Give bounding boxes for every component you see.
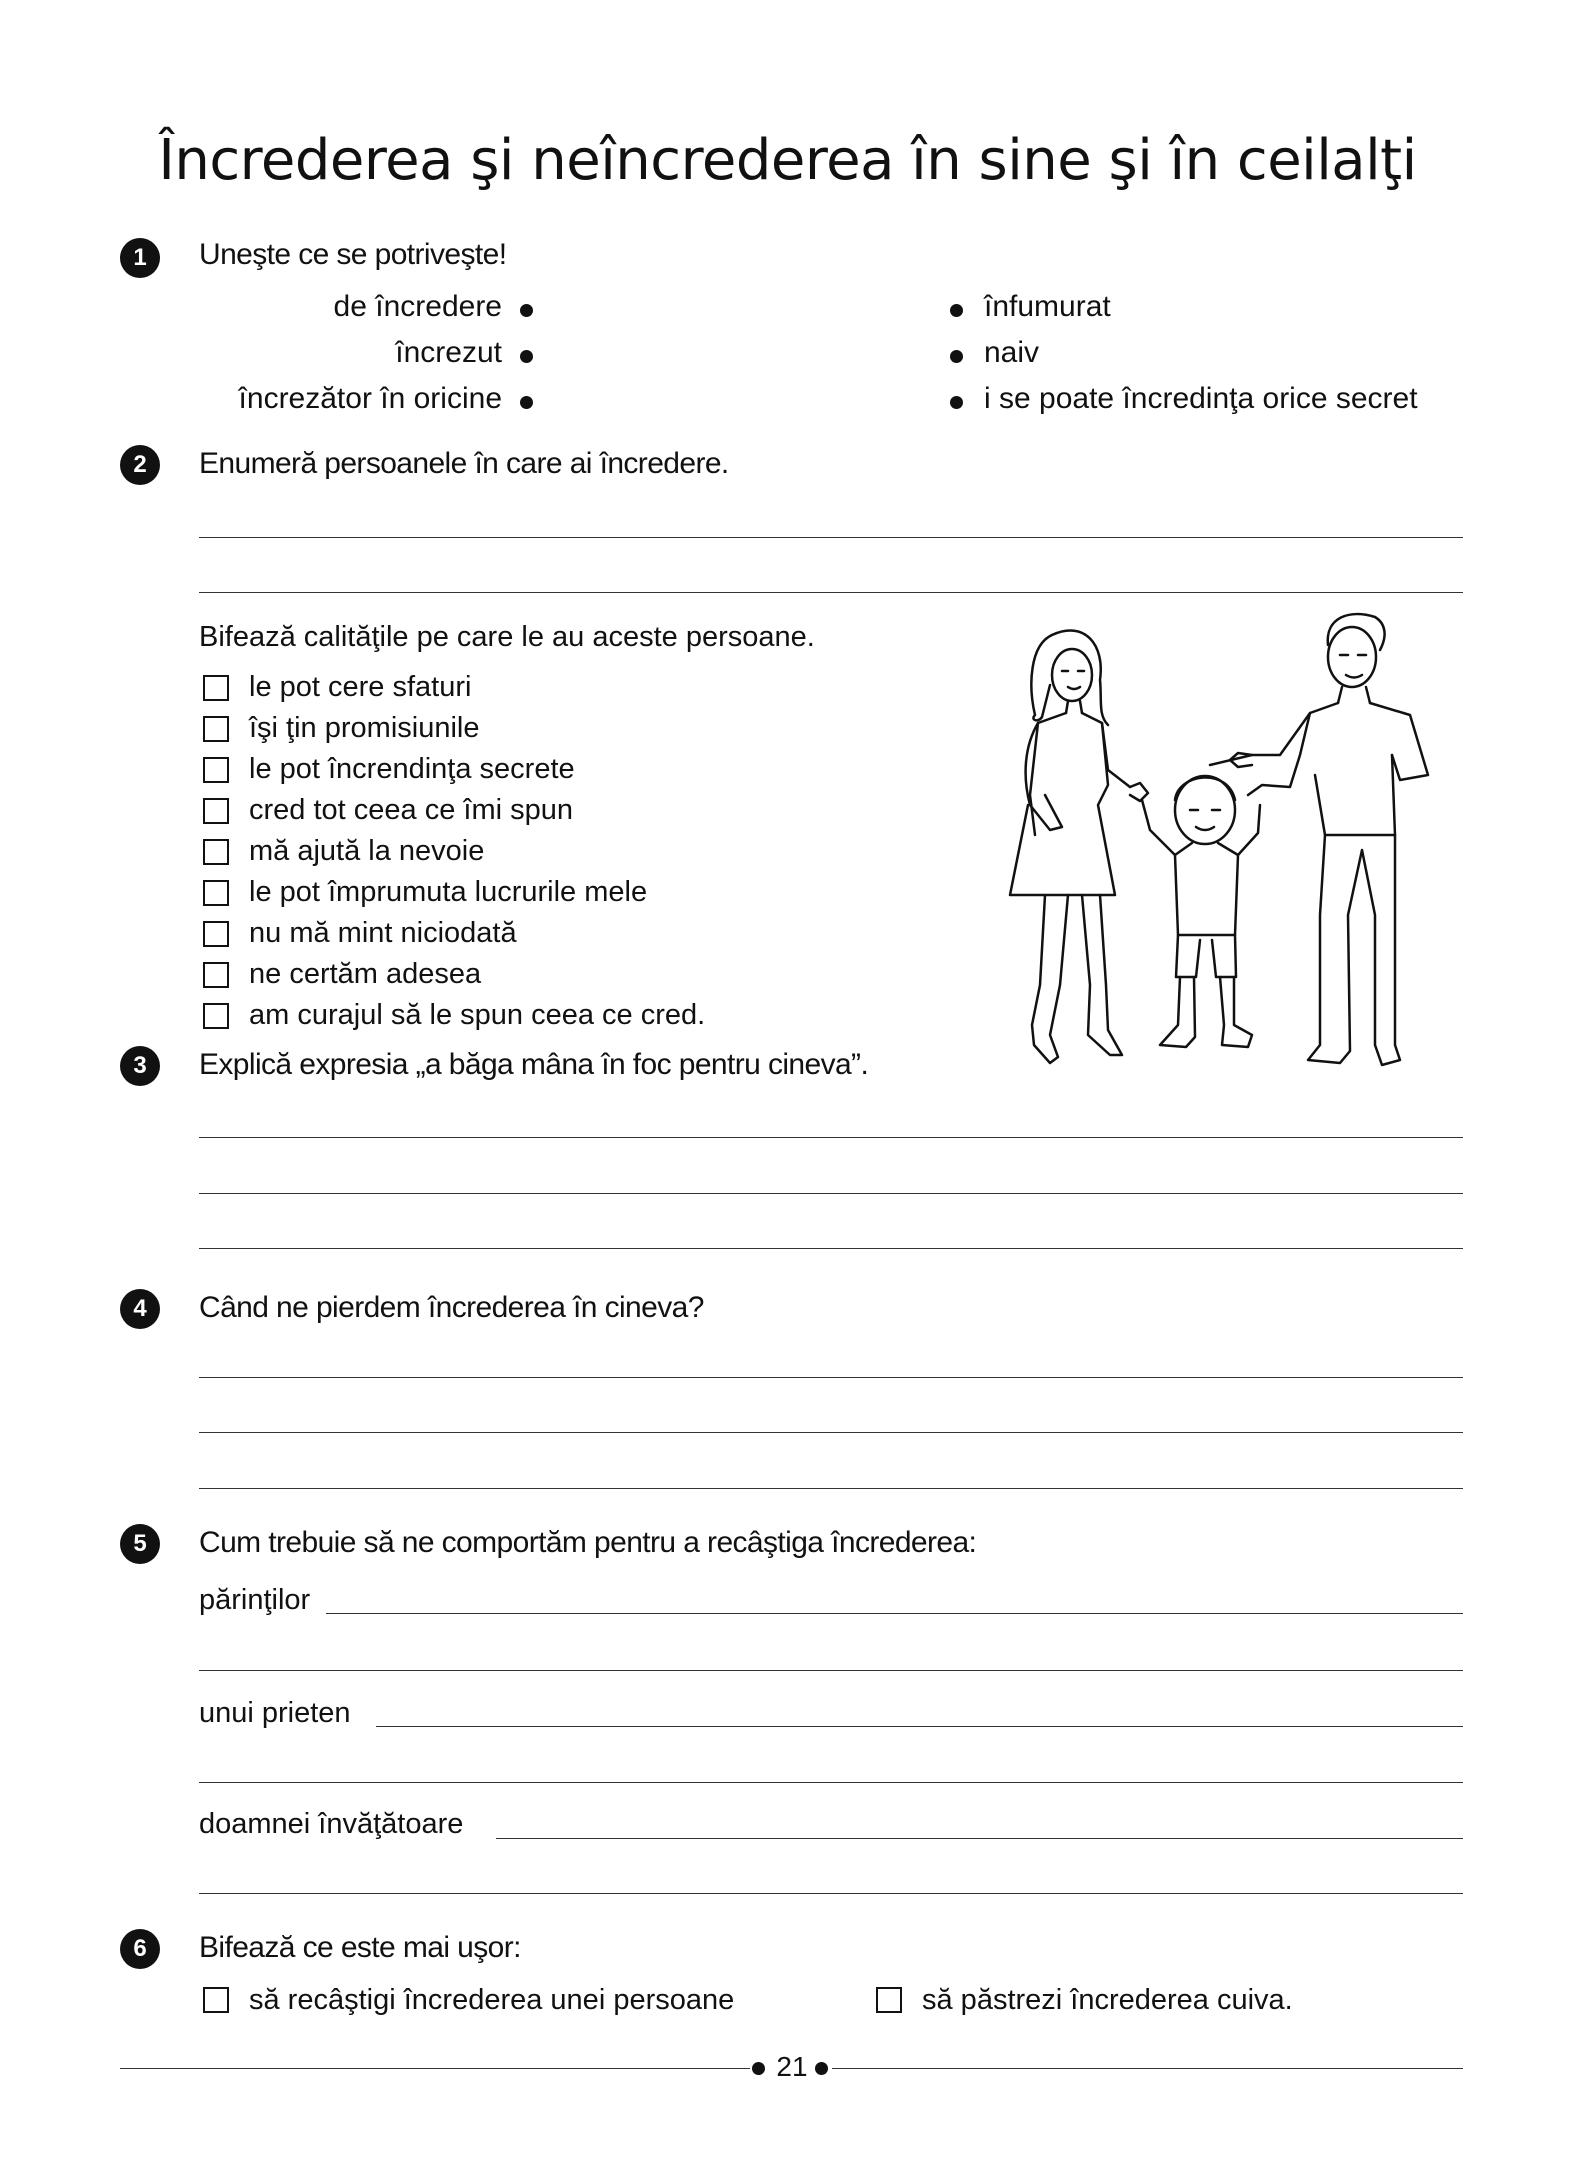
checklist-item[interactable]: ne certăm adesea <box>203 954 705 995</box>
exercise-5-number: 5 <box>120 1524 160 1564</box>
checklist-item[interactable]: le pot cere sfaturi <box>203 667 705 708</box>
answer-line[interactable] <box>199 1137 1463 1138</box>
answer-line[interactable] <box>199 1893 1463 1894</box>
answer-line[interactable] <box>496 1838 1463 1839</box>
checklist-item[interactable]: le pot încrendinţa secrete <box>203 749 705 790</box>
field-label-teacher: doamnei învăţătoare <box>199 1808 464 1840</box>
match-dot[interactable] <box>950 350 963 363</box>
answer-line[interactable] <box>199 1193 1463 1194</box>
match-dot[interactable] <box>520 350 533 363</box>
answer-line[interactable] <box>199 1432 1463 1433</box>
footer-rule-right <box>832 2068 1463 2069</box>
checklist <box>203 667 705 1036</box>
exercise-3-number: 3 <box>120 1046 160 1086</box>
exercise-6-prompt: Bifează ce este mai uşor: <box>199 1931 521 1964</box>
exercise-6-number: 6 <box>120 1929 160 1969</box>
match-right-item: i se poate încredinţa orice secret <box>984 382 1418 415</box>
field-label-parents: părinţilor <box>199 1584 311 1616</box>
checkbox[interactable] <box>203 839 229 865</box>
exercise-4-number: 4 <box>120 1289 160 1329</box>
answer-line[interactable] <box>199 537 1463 538</box>
exercise-3-prompt: Explică expresia „a băga mâna în foc pentru cineva”. <box>199 1048 869 1081</box>
family-drawing-icon <box>990 605 1450 1085</box>
exercise-4-prompt: Când ne pierdem încrederea în cineva? <box>199 1291 704 1324</box>
match-left-item: încrezut <box>395 336 502 369</box>
match-left-item: încrezător în oricine <box>238 382 502 415</box>
checklist-item[interactable]: cred tot ceea ce îmi spun <box>203 790 705 831</box>
checkbox[interactable] <box>203 962 229 988</box>
checkbox[interactable] <box>203 1003 229 1029</box>
checkbox[interactable] <box>203 798 229 824</box>
match-right-item: naiv <box>984 336 1040 369</box>
exercise-1-prompt: Uneşte ce se potriveşte! <box>199 238 507 271</box>
checklist-item[interactable]: nu mă mint niciodată <box>203 913 705 954</box>
checkbox[interactable] <box>876 1987 902 2013</box>
field-label-friend: unui prieten <box>199 1697 351 1729</box>
match-right-item: înfumurat <box>984 290 1111 323</box>
checklist-item[interactable]: îşi ţin promisiunile <box>203 708 705 749</box>
answer-line[interactable] <box>199 1377 1463 1378</box>
checklist-item[interactable]: le pot împrumuta lucrurile mele <box>203 872 705 913</box>
option-keep-trust[interactable]: să păstrezi încrederea cuiva. <box>876 1980 1293 2020</box>
answer-line[interactable] <box>199 1248 1463 1249</box>
match-dot[interactable] <box>520 396 533 409</box>
footer-dot-right <box>815 2062 828 2075</box>
checklist-item[interactable]: am curajul să le spun ceea ce cred. <box>203 995 705 1036</box>
exercise-2-prompt: Enumeră persoanele în care ai încredere. <box>199 447 729 480</box>
exercise-2-subprompt: Bifează calităţile pe care le au aceste persoane. <box>199 621 815 653</box>
page-number: 21 <box>776 2051 808 2082</box>
answer-line[interactable] <box>199 1782 1463 1783</box>
checkbox[interactable] <box>203 880 229 906</box>
checkbox[interactable] <box>203 757 229 783</box>
exercise-1-number: 1 <box>120 238 160 278</box>
checklist-item[interactable]: mă ajută la nevoie <box>203 831 705 872</box>
option-regain-trust[interactable]: să recâştigi încrederea unei persoane <box>203 1980 734 2020</box>
exercise-5-prompt: Cum trebuie să ne comportăm pentru a recâştiga încrederea: <box>199 1526 977 1559</box>
match-dot[interactable] <box>950 396 963 409</box>
match-dot[interactable] <box>950 304 963 317</box>
answer-line[interactable] <box>376 1726 1463 1727</box>
exercise-2-number: 2 <box>120 445 160 485</box>
answer-line[interactable] <box>199 1670 1463 1671</box>
match-left-item: de încredere <box>333 290 502 323</box>
answer-line[interactable] <box>199 592 1463 593</box>
checkbox[interactable] <box>203 675 229 701</box>
page-title: Încrederea şi neîncrederea în sine şi în ceilalţi <box>158 128 1417 193</box>
footer-rule-left <box>120 2068 750 2069</box>
checkbox[interactable] <box>203 716 229 742</box>
match-dot[interactable] <box>520 304 533 317</box>
checkbox[interactable] <box>203 1987 229 2013</box>
footer-dot-left <box>752 2062 765 2075</box>
checkbox[interactable] <box>203 921 229 947</box>
answer-line[interactable] <box>326 1613 1463 1614</box>
answer-line[interactable] <box>199 1488 1463 1489</box>
